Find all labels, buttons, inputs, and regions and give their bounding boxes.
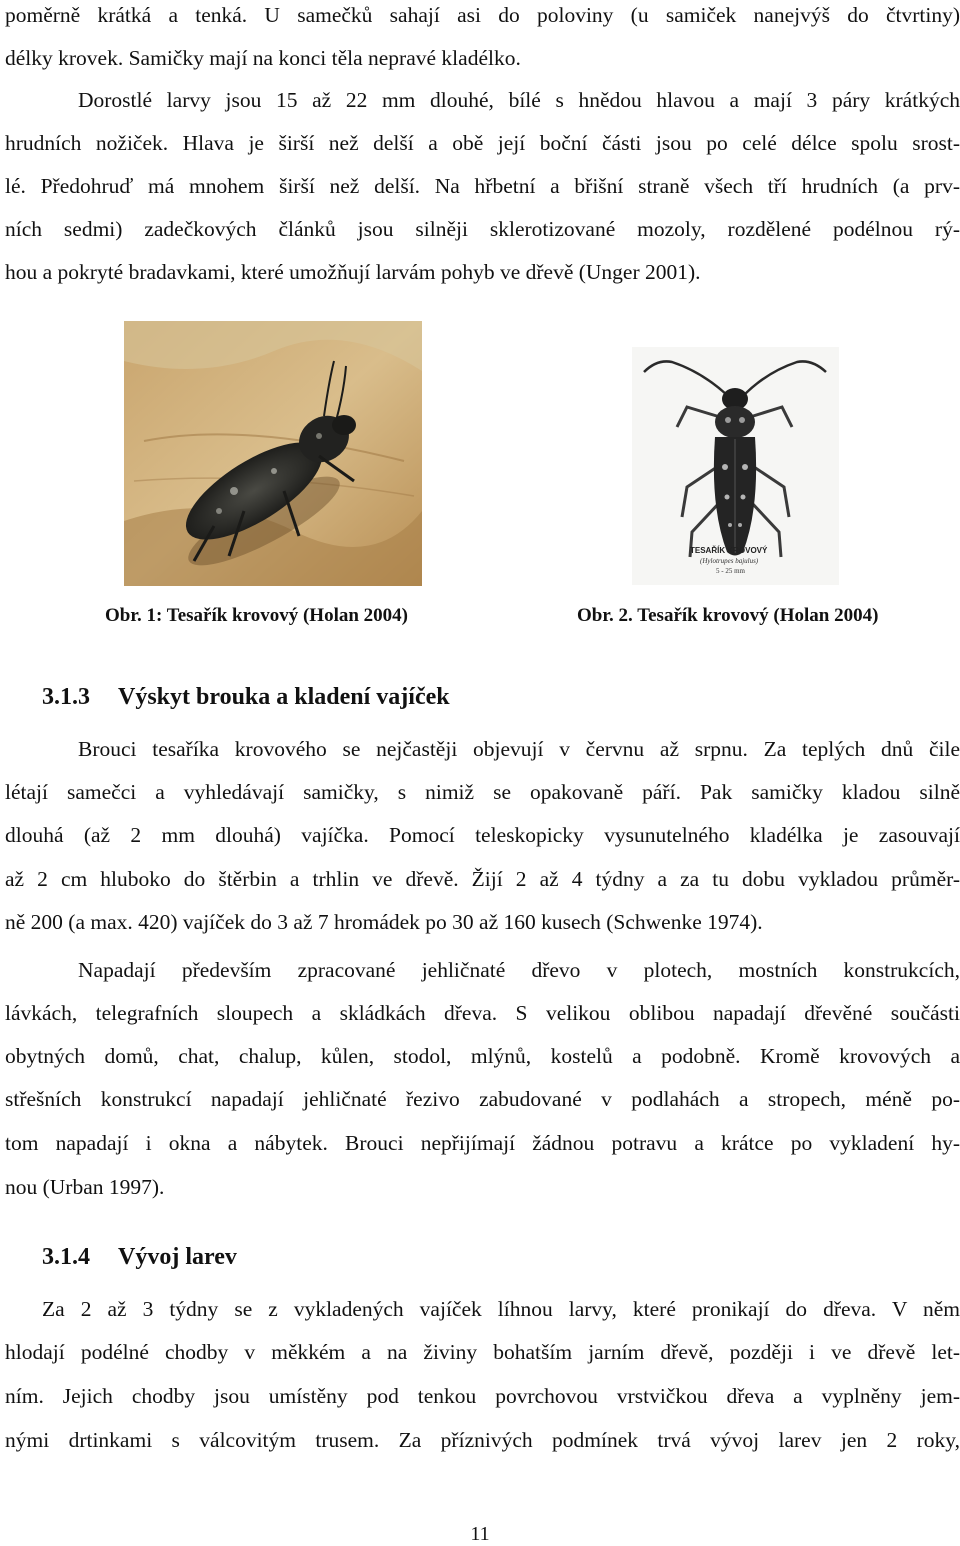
section-heading bbox=[42, 682, 450, 712]
section-number: 3.1.3 bbox=[42, 684, 90, 710]
text-line: ně 200 (a max. 420) vajíček do 3 až 7 hromádek po 30 až 160 kusech (Schwenke 1974). bbox=[5, 910, 763, 934]
text-line: obytných domů, chat, chalup, kůlen, stodol, mlýnů, kostelů a podobně. Kromě krovových a bbox=[5, 1044, 960, 1068]
section-heading bbox=[42, 1242, 237, 1272]
text-line: dlouhá (až 2 mm dlouhá) vajíčka. Pomocí teleskopicky vysunutelného kladélka je zasouvají bbox=[5, 823, 960, 847]
text-line: ním. Jejich chodby jsou umístěny pod tenkou povrchovou vrstvičkou dřeva a vyplněny jem- bbox=[5, 1384, 960, 1408]
figure-1-beetle-photo bbox=[124, 321, 422, 586]
text-line: až 2 cm hluboko do štěrbin a trhlin ve dřevě. Žijí 2 až 4 týdny a za tu dobu vykladou průměr- bbox=[5, 867, 960, 891]
text-line: poměrně krátká a tenká. U samečků sahají asi do poloviny (u samiček nanejvýš do čtvrtiny) bbox=[5, 3, 960, 27]
figure-2-caption: Obr. 2. Tesařík krovový (Holan 2004) bbox=[577, 605, 879, 626]
text-line: Napadají především zpracované jehličnaté dřevo v plotech, mostních konstrukcích, bbox=[78, 958, 960, 982]
figure-1-caption: Obr. 1: Tesařík krovový (Holan 2004) bbox=[105, 605, 408, 626]
text-line: tom napadají i okna a nábytek. Brouci nepřijímají žádnou potravu a krátce po vykladení hy- bbox=[5, 1131, 960, 1155]
section-title: Výskyt brouka a kladení vajíček bbox=[118, 684, 450, 710]
text-line: létají samečci a vyhledávají samičky, s nimiž se opakovaně páří. Pak samičky kladou silně bbox=[5, 780, 960, 804]
text-line: lé. Předohruď má mnohem širší než delší. Na hřbetní a břišní straně všech tří hrudních (a prv- bbox=[5, 174, 960, 198]
page-number: 11 bbox=[470, 1523, 490, 1545]
text-line: hlodají podélné chodby v měkkém a na živiny bohatším jarním dřevě, později i ve dřevě let- bbox=[5, 1340, 960, 1364]
text-line: nou (Urban 1997). bbox=[5, 1175, 165, 1199]
text-line: hou a pokryté bradavkami, které umožňují larvám pohyb ve dřevě (Unger 2001). bbox=[5, 260, 701, 284]
text-line: hrudních nožiček. Hlava je širší než delší a obě její boční části jsou po celé délce spolu srost- bbox=[5, 131, 960, 155]
figure-2-beetle-specimen bbox=[632, 347, 839, 585]
beetle-photo-image bbox=[124, 321, 422, 586]
text-line: Brouci tesaříka krovového se nejčastěji objevují v červnu až srpnu. Za teplých dnů čile bbox=[78, 737, 960, 761]
text-line: lávkách, telegrafních sloupech a skládkách dřeva. S velikou oblibou napadají dřevěné součásti bbox=[5, 1001, 960, 1025]
specimen-label-title: TESAŘÍK KROVOVÝ bbox=[690, 546, 768, 555]
section-title: Vývoj larev bbox=[118, 1244, 237, 1270]
specimen-label-size: 5 - 25 mm bbox=[716, 567, 745, 575]
text-line: délky krovek. Samičky mají na konci těla nepravé kladélko. bbox=[5, 46, 521, 70]
specimen-label-latin: (Hylotrupes bajulus) bbox=[700, 557, 759, 565]
text-line: Dorostlé larvy jsou 15 až 22 mm dlouhé, bílé s hnědou hlavou a mají 3 páry krátkých bbox=[78, 88, 960, 112]
text-line: Za 2 až 3 týdny se z vykladených vajíček líhnou larvy, které pronikají do dřeva. V něm bbox=[42, 1297, 960, 1321]
text-line: nými drtinkami s válcovitým trusem. Za příznivých podmínek trvá vývoj larev jen 2 roky, bbox=[5, 1428, 960, 1452]
section-number: 3.1.4 bbox=[42, 1244, 90, 1270]
text-line: ních sedmi) zadečkových článků jsou silněji sklerotizované mozoly, rozdělené podélnou rý- bbox=[5, 217, 960, 241]
text-line: střešních konstrukcí napadají jehličnaté řezivo zabudované v podlahách a stropech, méně po- bbox=[5, 1087, 960, 1111]
